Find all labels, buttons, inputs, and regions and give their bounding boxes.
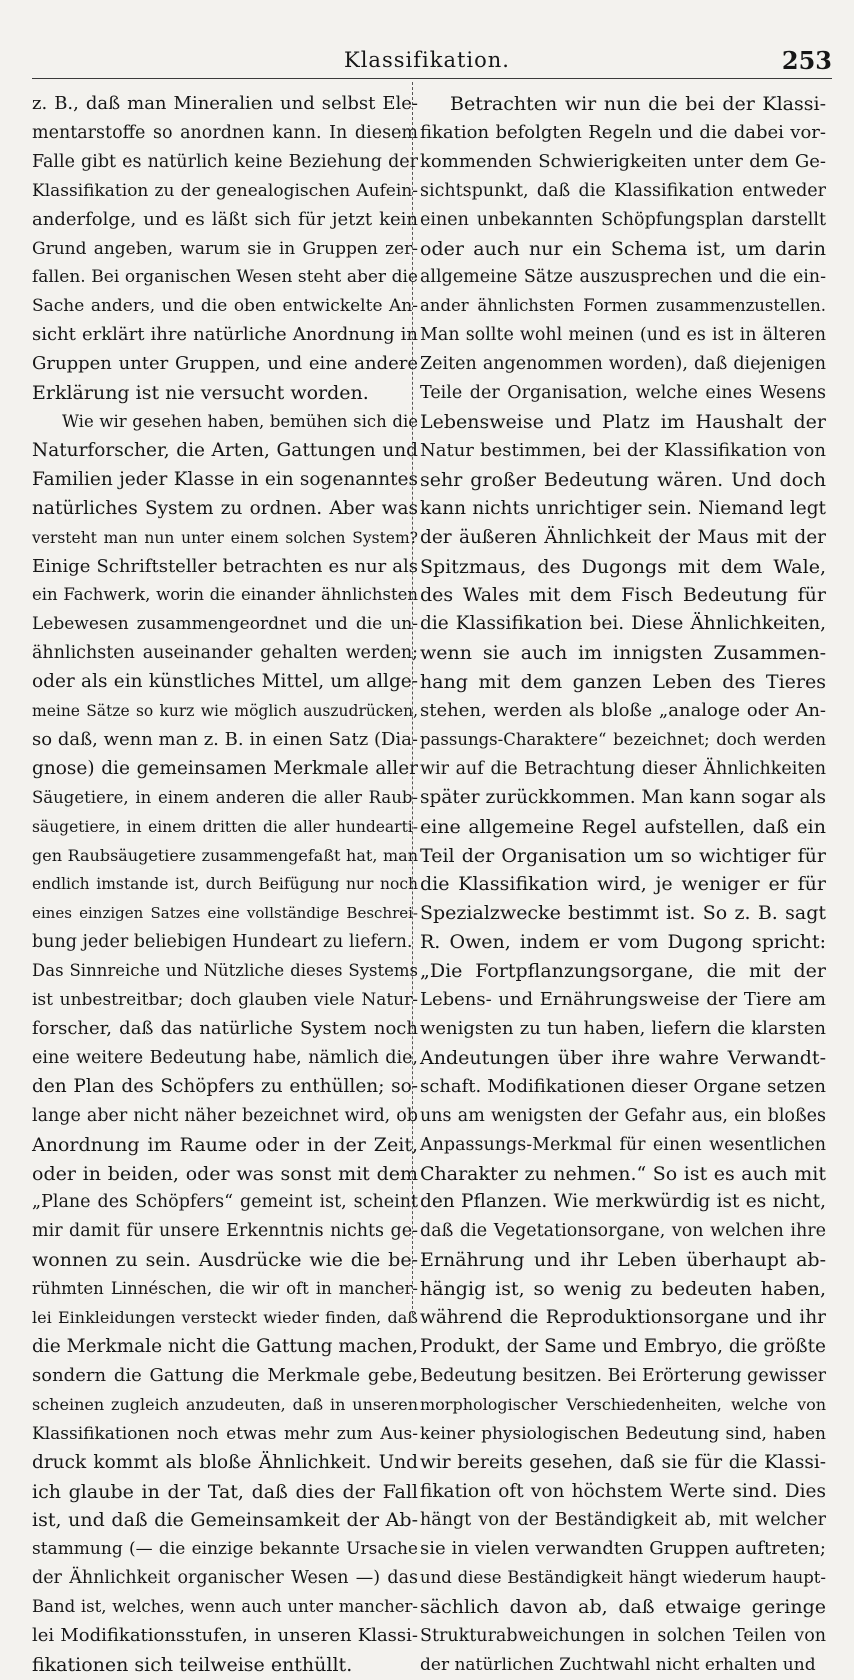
text-line: mir damit für unsere Erkenntnis nichts ge- bbox=[32, 1221, 418, 1242]
text-line: den Pflanzen. Wie merkwürdig ist es nicht, bbox=[420, 1191, 826, 1213]
text-line: Spitzmaus, des Dugongs mit dem Wale, bbox=[420, 555, 826, 578]
text-line: z. B., daß man Mineralien und selbst Ele- bbox=[32, 93, 418, 114]
text-line: ein Fachwerk, worin die einander ähnlichsten bbox=[32, 585, 418, 605]
text-line: Man sollte wohl meinen (und es ist in älteren bbox=[420, 325, 826, 346]
text-line: druck kommt als bloße Ähnlichkeit. Und bbox=[32, 1451, 418, 1473]
text-line: kommenden Schwierigkeiten unter dem Ge- bbox=[420, 150, 826, 172]
text-line: wir auf die Betrachtung dieser Ähnlichkeiten bbox=[420, 758, 826, 779]
text-line: Falle gibt es natürlich keine Beziehung der bbox=[32, 151, 418, 172]
text-line: der äußeren Ähnlichkeit der Maus mit der bbox=[420, 526, 826, 548]
text-line: daß die Vegetationsorgane, von welchen ihre bbox=[420, 1221, 826, 1242]
text-line: Produkt, der Same und Embryo, die größte bbox=[420, 1335, 826, 1357]
text-line: „Plane des Schöpfers“ gemeint ist, scheint bbox=[32, 1192, 418, 1213]
text-line: Wie wir gesehen haben, bemühen sich die bbox=[62, 411, 418, 431]
text-line: R. Owen, indem er vom Dugong spricht: bbox=[420, 931, 826, 954]
text-line: meine Sätze so kurz wie möglich auszudrücken, bbox=[32, 702, 418, 721]
text-line: Anordnung im Raume oder in der Zeit, bbox=[32, 1133, 418, 1156]
text-line: Zeiten angenommen worden), daß diejenigen bbox=[420, 354, 826, 375]
text-line: natürliches System zu ordnen. Aber was bbox=[32, 497, 418, 519]
text-line: später zurückkommen. Man kann sogar als bbox=[420, 786, 826, 808]
text-line: Spezialzwecke bestimmt ist. So z. B. sagt bbox=[420, 902, 826, 925]
text-line: schaft. Modifikationen dieser Organe setzen bbox=[420, 1075, 826, 1097]
text-line: Natur bestimmen, bei der Klassifikation von bbox=[420, 439, 826, 461]
text-line: passungs-Charaktere“ bezeichnet; doch werden bbox=[420, 729, 826, 749]
text-line: Andeutungen über ihre wahre Verwandt- bbox=[420, 1046, 826, 1069]
text-line: Strukturabweichungen in solchen Teilen von bbox=[420, 1626, 826, 1647]
text-line: hängig ist, so wenig zu bedeuten haben, bbox=[420, 1278, 826, 1301]
text-line: sichtspunkt, daß die Klassifikation entweder bbox=[420, 180, 826, 201]
text-line: sondern die Gattung die Merkmale gebe, bbox=[32, 1364, 418, 1386]
text-line: Säugetiere, in einem anderen die aller Raub- bbox=[32, 787, 418, 807]
text-line: eine weitere Bedeutung habe, nämlich die, bbox=[32, 1047, 418, 1068]
text-line: und diese Beständigkeit hängt wiederum haupt- bbox=[420, 1568, 826, 1588]
text-line: eines einzigen Satzes eine vollständige Beschrei- bbox=[32, 904, 418, 923]
text-line: des Wales mit dem Fisch Bedeutung für bbox=[420, 584, 826, 607]
text-line: ich glaube in der Tat, daß dies der Fall bbox=[32, 1480, 418, 1503]
text-line: wonnen zu sein. Ausdrücke wie die be- bbox=[32, 1249, 418, 1272]
text-line: allgemeine Sätze auszusprechen und die ein- bbox=[420, 267, 826, 288]
text-line: gen Raubsäugetiere zusammengefaßt hat, man bbox=[32, 845, 418, 865]
text-line: keiner physiologischen Bedeutung sind, haben bbox=[420, 1423, 826, 1444]
page-header bbox=[0, 44, 854, 80]
text-line: Charakter zu nehmen.“ So ist es auch mit bbox=[420, 1162, 826, 1185]
text-line: sehr großer Bedeutung wären. Und doch bbox=[420, 468, 826, 491]
text-line: Einige Schriftsteller betrachten es nur als bbox=[32, 555, 418, 577]
text-line: wenigsten zu tun haben, liefern die klarsten bbox=[420, 1018, 826, 1039]
text-line: wenn sie auch im innigsten Zusammen- bbox=[420, 642, 826, 665]
text-line: fikation befolgten Regeln und die dabei vor- bbox=[420, 121, 826, 143]
text-line: während die Reproduktionsorgane und ihr bbox=[420, 1307, 826, 1329]
text-line: die Merkmale nicht die Gattung machen, bbox=[32, 1335, 418, 1357]
text-line: oder auch nur ein Schema ist, um darin bbox=[420, 237, 826, 260]
text-line: stehen, werden als bloße „analoge oder An- bbox=[420, 700, 826, 722]
header-rule bbox=[32, 78, 832, 79]
text-line: oder als ein künstliches Mittel, um allge- bbox=[32, 671, 418, 693]
page-number: 253 bbox=[781, 46, 832, 75]
text-line: einen unbekannten Schöpfungsplan darstellt bbox=[420, 209, 826, 230]
text-line: ähnlichsten auseinander gehalten werden; bbox=[32, 643, 418, 664]
text-line: bung jeder beliebigen Hundeart zu liefern. bbox=[32, 932, 413, 953]
text-line: Lebensweise und Platz im Haushalt der bbox=[420, 410, 826, 433]
text-line: Gruppen unter Gruppen, und eine andere bbox=[32, 353, 418, 375]
text-line: so daß, wenn man z. B. in einen Satz (Dia- bbox=[32, 728, 418, 750]
text-line: Band ist, welches, wenn auch unter mancher- bbox=[32, 1597, 418, 1617]
text-line: Familien jeder Klasse in ein sogenanntes bbox=[32, 468, 418, 490]
text-line: eine allgemeine Regel aufstellen, daß ein bbox=[420, 815, 826, 838]
text-line: Klassifikationen noch etwas mehr zum Aus- bbox=[32, 1423, 418, 1444]
text-line: der natürlichen Zuchtwahl nicht erhalten und bbox=[420, 1654, 816, 1675]
text-line: den Plan des Schöpfers zu enthüllen; so- bbox=[32, 1075, 418, 1097]
text-line: sie in vielen verwandten Gruppen auftreten; bbox=[420, 1538, 826, 1560]
text-line: sicht erklärt ihre natürliche Anordnung in bbox=[32, 324, 418, 346]
text-line: säugetiere, in einem dritten die aller hundearti- bbox=[32, 817, 418, 836]
text-line: Klassifikation zu der genealogischen Aufein- bbox=[32, 180, 418, 201]
text-line: Lebewesen zusammengeordnet und die un- bbox=[32, 614, 418, 635]
text-line: Lebens- und Ernährungsweise der Tiere am bbox=[420, 989, 826, 1011]
running-title: Klassifikation. bbox=[344, 48, 510, 72]
text-line: versteht man nun unter einem solchen System? bbox=[32, 528, 418, 547]
text-line: „Die Fortpflanzungsorgane, die mit der bbox=[420, 960, 826, 983]
text-line: Erklärung ist nie versucht worden. bbox=[32, 382, 369, 405]
text-line: endlich imstande ist, durch Beifügung nur noch bbox=[32, 875, 418, 894]
text-line: ander ähnlichsten Formen zusammenzustellen. bbox=[420, 296, 826, 316]
text-line: hang mit dem ganzen Leben des Tieres bbox=[420, 671, 826, 694]
right-column bbox=[420, 90, 826, 1680]
text-line: fallen. Bei organischen Wesen steht aber die bbox=[32, 267, 418, 288]
text-line: Bedeutung besitzen. Bei Erörterung gewisser bbox=[420, 1365, 826, 1386]
left-column bbox=[32, 90, 418, 1680]
text-line: morphologischer Verschiedenheiten, welche von bbox=[420, 1394, 826, 1414]
text-line: stammung (— die einzige bekannte Ursache bbox=[32, 1539, 418, 1560]
text-line: Das Sinnreiche und Nützliche dieses Systems bbox=[32, 961, 418, 981]
text-line: ist unbestreitbar; doch glauben viele Natur- bbox=[32, 990, 418, 1011]
text-line: Betrachten wir nun die bei der Klassi- bbox=[450, 93, 826, 115]
text-line: Teile der Organisation, welche eines Wesens bbox=[420, 383, 826, 404]
text-line: sächlich davon ab, daß etwaige geringe bbox=[420, 1596, 826, 1619]
text-line: rühmten Linnéschen, die wir oft in mancher- bbox=[32, 1279, 418, 1299]
text-line: wir bereits gesehen, daß sie für die Klassi- bbox=[420, 1451, 826, 1473]
text-line: scheinen zugleich anzudeuten, daß in unseren bbox=[32, 1394, 418, 1414]
text-line: Ernährung und ihr Leben überhaupt ab- bbox=[420, 1249, 826, 1272]
text-line: Sache anders, und die oben entwickelte An- bbox=[32, 296, 418, 317]
text-line: oder in beiden, oder was sonst mit dem bbox=[32, 1162, 418, 1185]
text-line: die Klassifikation wird, je weniger er für bbox=[420, 873, 826, 896]
text-line: der Ähnlichkeit organischer Wesen —) das bbox=[32, 1568, 418, 1589]
text-line: gnose) die gemeinsamen Merkmale aller bbox=[32, 757, 418, 779]
text-line: kann nichts unrichtiger sein. Niemand legt bbox=[420, 497, 826, 519]
text-line: lei Einkleidungen versteckt wieder finden, daß bbox=[32, 1308, 418, 1328]
text-line: uns am wenigsten der Gefahr aus, ein bloßes bbox=[420, 1105, 826, 1126]
text-line: anderfolge, und es läßt sich für jetzt kein bbox=[32, 208, 418, 230]
text-line: fikationen sich teilweise enthüllt. bbox=[32, 1653, 353, 1676]
text-line: Grund angeben, warum sie in Gruppen zer- bbox=[32, 238, 418, 259]
text-line: hängt von der Beständigkeit ab, mit welcher bbox=[420, 1510, 826, 1531]
text-line: fikation oft von höchstem Werte sind. Dies bbox=[420, 1480, 826, 1502]
text-line: die Klassifikation bei. Diese Ähnlichkeiten, bbox=[420, 613, 826, 635]
text-line: Anpassungs-Merkmal für einen wesentlichen bbox=[420, 1134, 826, 1155]
text-line: lei Modifikationsstufen, in unseren Klassi- bbox=[32, 1625, 418, 1647]
text-line: lange aber nicht näher bezeichnet wird, ob bbox=[32, 1105, 418, 1126]
text-line: mentarstoffe so anordnen kann. In diesem bbox=[32, 122, 418, 143]
text-line: Teil der Organisation um so wichtiger für bbox=[420, 844, 826, 867]
text-line: forscher, daß das natürliche System noch bbox=[32, 1018, 418, 1039]
text-line: ist, und daß die Gemeinsamkeit der Ab- bbox=[32, 1509, 418, 1532]
text-line: Naturforscher, die Arten, Gattungen und bbox=[32, 439, 418, 461]
